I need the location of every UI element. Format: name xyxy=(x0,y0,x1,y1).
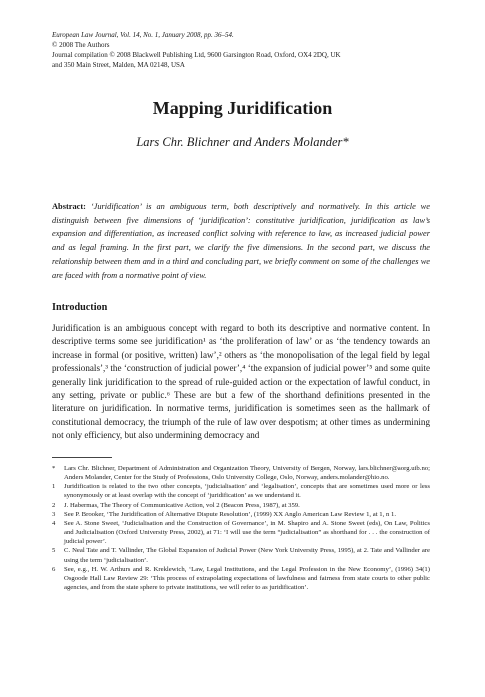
footnote-mark: 3 xyxy=(52,510,56,518)
footnote xyxy=(52,510,430,519)
copyright-line: © 2008 The Authors xyxy=(52,41,110,49)
footnote-text: C. Neal Tate and T. Vallinder, The Global Expansion of Judicial Power (New York University Press, 1995), at 2. Tate and Vallinder are using the term ‘judicialisation’. xyxy=(64,547,430,564)
footnote-mark: 1 xyxy=(52,483,56,491)
article-title: Mapping Juridification xyxy=(152,98,333,118)
publisher-line: Journal compilation © 2008 Blackwell Publishing Ltd, 9600 Garsington Road, Oxford, OX4 2DQ, UK xyxy=(52,51,341,59)
body-paragraph: Juridification is an ambiguous concept with regard to both its descriptive and normative content. In descriptive terms some see juridification¹ as ‘the proliferation of law’ or as ‘the tendency towards an increase in formal (or positive, written) law’,² others as ‘the monopolisation of the legal field by legal professionals’,³ the ‘construction of judicial power’,⁴ ‘the expansion of judicial power’⁵ and some quite generally link juridification to the spread of rule-guided action or the expectation of lawful conduct, in any setting, private or public.⁶ These are but a few of the shorthand definitions presented in the literature on juridification. In normative terms, juridification is sometimes seen as the hallmark of constitutional democracy, the triumph of the rule of law over despotism; at other times as undermining not only efficiency, but also undermining democracy and xyxy=(52,323,430,441)
publisher-address: and 350 Main Street, Malden, MA 02148, USA xyxy=(52,61,185,69)
footnote xyxy=(52,546,430,564)
journal-citation: European Law Journal, Vol. 14, No. 1, January 2008, pp. 36–54. xyxy=(52,31,234,39)
footnote xyxy=(52,464,430,482)
footnote xyxy=(52,565,430,592)
footnote xyxy=(52,519,430,546)
footnote-divider xyxy=(52,457,112,458)
footnotes xyxy=(52,464,430,592)
footnote-text: See A. Stone Sweet, ‘Judicialisation and the Construction of Governance’, in M. Shapiro and A. Stone Sweet (eds), On Law, Politics and Judicialisation (Oxford University Press, 2002), at 71: ‘I will use the term “judicialisation” as shorthand for . . . the construction of judicial power’. xyxy=(64,519,430,546)
footnote-text: See P. Brooker, ‘The Juridification of Alternative Dispute Resolution’, (1999) XX Anglo American Law Review 1, at 1, n 1. xyxy=(64,510,396,518)
footnote xyxy=(52,482,430,500)
footnote-mark: 5 xyxy=(52,547,56,555)
abstract-text: ‘Juridification’ is an ambiguous term, both descriptively and normatively. In this article we distinguish between five dimensions of ‘juridification’: constitutive juridification, juridification as law’s expansion and differentiation, as increased conflict solving with reference to law, as increased judicial power and as legal framing. In the first part, we clarify the five dimensions. In the second part, we discuss the relationship between them and in a third and concluding part, we briefly comment on some of the challenges we are faced with from a normative point of view. xyxy=(52,202,430,280)
article-authors: Lars Chr. Blichner and Anders Molander* xyxy=(136,135,349,149)
footnote xyxy=(52,501,430,510)
footnote-text: J. Habermas, The Theory of Communicative Action, vol 2 (Beacon Press, 1987), at 359. xyxy=(64,501,300,509)
footnote-text: See, e.g., H. W. Arthurs and R. Kreklewich, ‘Law, Legal Institutions, and the Legal Profession in the New Economy’, (1996) 34(1) Osgoode Hall Law Review 29: ‘This process of extrapolating expectations of lawfulness and fairness from state courts to other public agencies, and from the state sphere to private institutions, we will refer to as juridification’. xyxy=(64,565,430,592)
footnote-text: Juridification is related to the two other concepts, ‘judicialisation’ and ‘legalisation’, concepts that are sometimes used more or less synonymously or at least overlap with the concept of ‘juridification’ as we understand it. xyxy=(64,483,430,500)
footnote-mark: * xyxy=(52,465,56,472)
journal-header xyxy=(52,30,442,70)
abstract xyxy=(52,200,430,282)
footnote-mark: 2 xyxy=(52,501,56,509)
footnote-text: Lars Chr. Blichner, Department of Administration and Organization Theory, University of Bergen, Norway, lars.blichner@aorg.uib.no; Anders Molander, Center for the Study of Professions, Oslo University College, Oslo, Norway, anders.molander@hio.no. xyxy=(64,465,430,482)
footnote-mark: 6 xyxy=(52,565,56,573)
abstract-label: Abstract: xyxy=(52,202,86,211)
section-heading: Introduction xyxy=(52,302,108,313)
footnote-mark: 4 xyxy=(52,519,56,527)
